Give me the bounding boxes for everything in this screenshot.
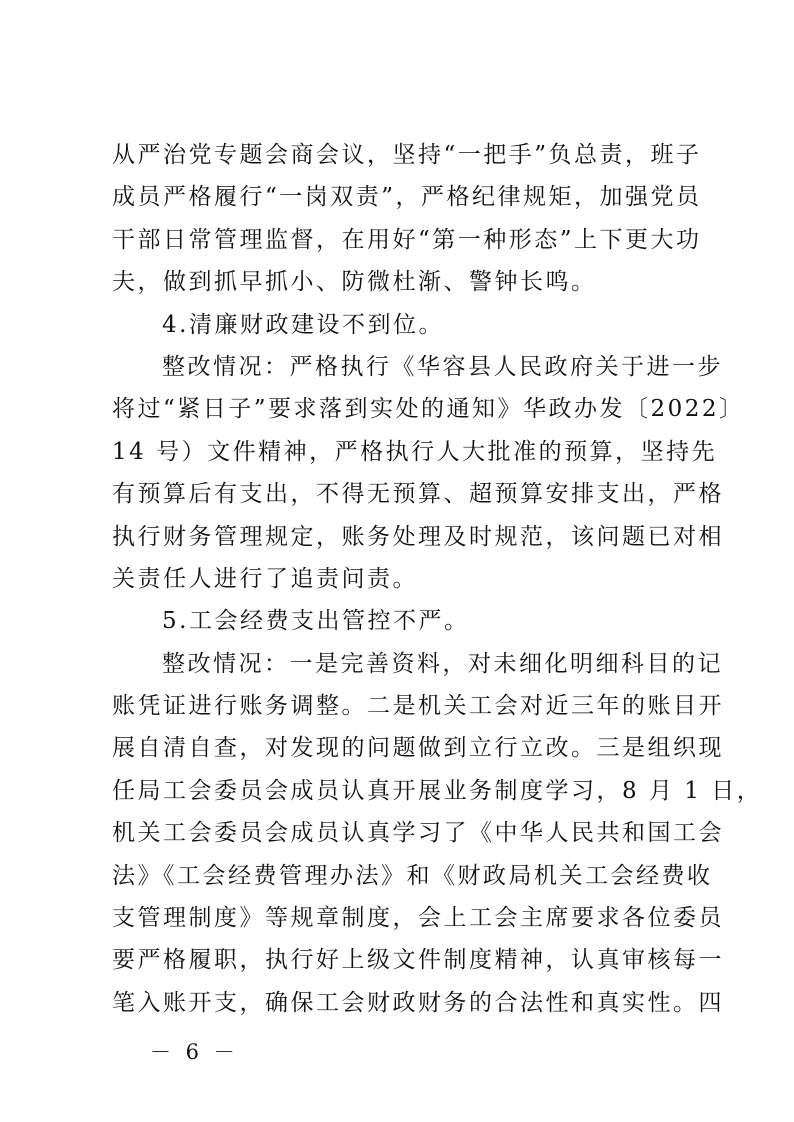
text-line: 14 号）文件精神，严格执行人大批准的预算，坚持先: [112, 438, 718, 465]
text-line: 笔入账开支，确保工会财政财务的合法性和真实性。四: [112, 989, 724, 1016]
text-line: 账凭证进行账务调整。二是机关工会对近三年的账目开: [112, 693, 724, 720]
text-line: 将过“紧日子”要求落到实处的通知》华政办发〔2022〕: [112, 396, 745, 423]
text-line: 任局工会委员会成员认真开展业务制度学习，8 月 1 日，: [112, 777, 763, 804]
text-line: 整改情况：严格执行《华容县人民政府关于进一步: [162, 353, 723, 380]
text-line: 从严治党专题会商会议，坚持“一把手”负总责，班子: [112, 142, 702, 168]
body-text: [112, 134, 763, 1024]
page-number: － 6 －: [150, 1040, 239, 1064]
text-line: 法》《工会经费管理办法》和《财政局机关工会经费收: [112, 862, 713, 889]
section-heading: 4.清廉财政建设不到位。: [162, 311, 444, 338]
text-line: 机关工会委员会成员认真学习了《中华人民共和国工会: [112, 820, 724, 847]
text-line: 成员严格履行“一岗双责”，严格纪律规矩，加强党员: [112, 184, 702, 211]
text-line: 整改情况：一是完善资料，对未细化明细科目的记: [162, 650, 723, 677]
text-line: 展自清自查，对发现的问题做到立行立改。三是组织现: [112, 735, 724, 762]
text-line: 有预算后有支出，不得无预算、超预算安排支出，严格: [112, 481, 724, 508]
text-line: 支管理制度》等规章制度，会上工会主席要求各位委员: [112, 905, 724, 932]
text-line: 要严格履职，执行好上级文件制度精神，认真审核每一: [112, 947, 724, 974]
text-line: 夫，做到抓早抓小、防微杜渐、警钟长鸣。: [112, 269, 597, 296]
section-heading: 5.工会经费支出管控不严。: [162, 608, 470, 635]
text-line: 执行财务管理规定，账务处理及时规范，该问题已对相: [112, 523, 724, 550]
text-line: 关责任人进行了追责问责。: [112, 565, 418, 592]
text-line: 干部日常管理监督，在用好“第一种形态”上下更大功: [112, 226, 702, 253]
